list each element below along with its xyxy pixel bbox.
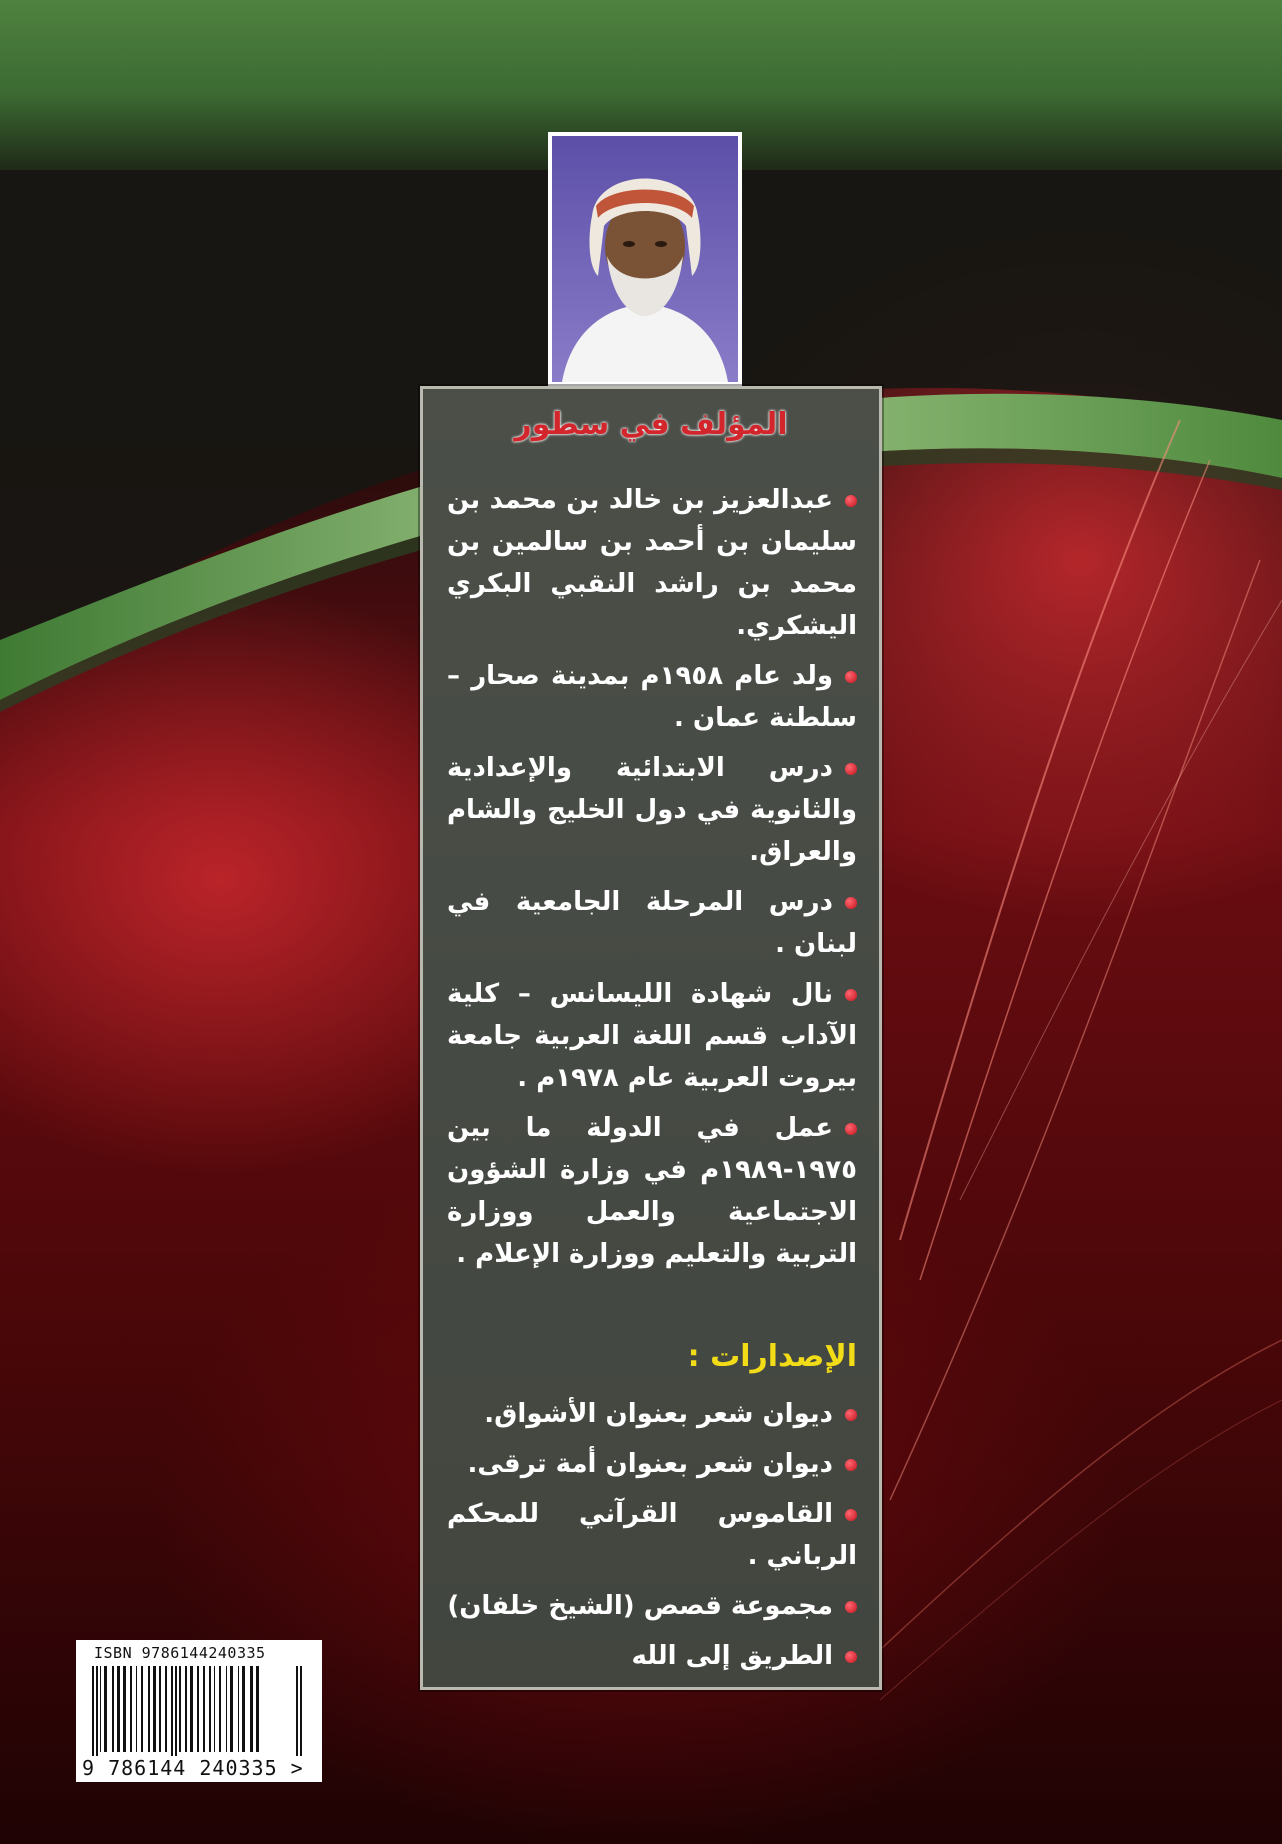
barcode-bar [123, 1666, 126, 1752]
barcode-bar [226, 1666, 227, 1752]
barcode-bar [238, 1666, 239, 1752]
barcode-icon [90, 1666, 308, 1756]
barcode-bar [230, 1666, 233, 1752]
publication-item: الطريق إلى الله [447, 1635, 857, 1677]
light-streak [900, 420, 1180, 1240]
publication-item: القاموس القرآني للمحكم الرباني . [447, 1493, 857, 1577]
barcode-bar [159, 1666, 161, 1752]
barcode-bar [153, 1666, 156, 1752]
barcode-bar [296, 1666, 298, 1756]
barcode-bar [185, 1666, 187, 1752]
barcode-bar [214, 1666, 215, 1752]
barcode-bar [171, 1666, 173, 1756]
publications-heading: الإصدارات : [687, 1339, 857, 1374]
barcode-bar [197, 1666, 199, 1752]
bio-entry: ولد عام ١٩٥٨م بمدينة صحار – سلطنة عمان . [447, 655, 857, 739]
barcode-bar [242, 1666, 245, 1752]
bio-entry: درس الابتدائية والإعدادية والثانوية في دول الخليج والشام والعراق. [447, 747, 857, 873]
barcode-bar [300, 1666, 302, 1756]
barcode-bar [112, 1666, 114, 1752]
author-portrait-icon [552, 136, 738, 382]
bio-entry: نال شهادة الليسانس – كلية الآداب قسم اللغة العربية جامعة بيروت العربية عام ١٩٧٨م . [447, 973, 857, 1099]
publications-list [447, 1393, 857, 1685]
barcode-bar [117, 1666, 120, 1752]
author-photo [548, 132, 742, 386]
barcode-bar [141, 1666, 143, 1752]
barcode-bar [104, 1666, 107, 1752]
light-streak [880, 1400, 1282, 1700]
light-streak [920, 460, 1210, 1280]
barcode-bar [175, 1666, 177, 1756]
barcode-bar [100, 1666, 101, 1752]
isbn-digits: 9 786144 240335 > [82, 1756, 304, 1780]
panel-title: المؤلف في سطور [514, 407, 788, 442]
barcode-bar [148, 1666, 150, 1752]
light-streak [960, 600, 1282, 1200]
bio-entry: درس المرحلة الجامعية في لبنان . [447, 881, 857, 965]
barcode-bar [136, 1666, 137, 1752]
barcode-bar [130, 1666, 132, 1752]
bio-list [447, 479, 857, 1283]
barcode-bar [219, 1666, 221, 1752]
bio-entry: عبدالعزيز بن خالد بن محمد بن سليمان بن أحمد بن سالمين بن محمد بن راشد النقبي البكري اليشكري. [447, 479, 857, 647]
barcode-bar [96, 1666, 98, 1756]
barcode-bar [250, 1666, 253, 1752]
isbn-label: ISBN 9786144240335 [94, 1644, 266, 1662]
barcode-bar [179, 1666, 181, 1752]
barcode-bar [92, 1666, 94, 1756]
barcode-bar [203, 1666, 205, 1752]
publication-item: مجموعة قصص (الشيخ خلفان) [447, 1585, 857, 1627]
publication-item: ديوان شعر بعنوان أمة ترقى. [447, 1443, 857, 1485]
bio-entry: عمل في الدولة ما بين ١٩٧٥-١٩٨٩م في وزارة الشؤون الاجتماعية والعمل ووزارة التربية والتعليم ووزارة الإعلام . [447, 1107, 857, 1275]
author-bio-panel [420, 386, 882, 1690]
isbn-barcode-box [76, 1640, 322, 1782]
light-streak [890, 560, 1260, 1500]
barcode-bar [190, 1666, 193, 1752]
publication-item: ديوان شعر بعنوان الأشواق. [447, 1393, 857, 1435]
barcode-bar [165, 1666, 167, 1752]
barcode-bar [209, 1666, 211, 1752]
barcode-bar [256, 1666, 259, 1752]
